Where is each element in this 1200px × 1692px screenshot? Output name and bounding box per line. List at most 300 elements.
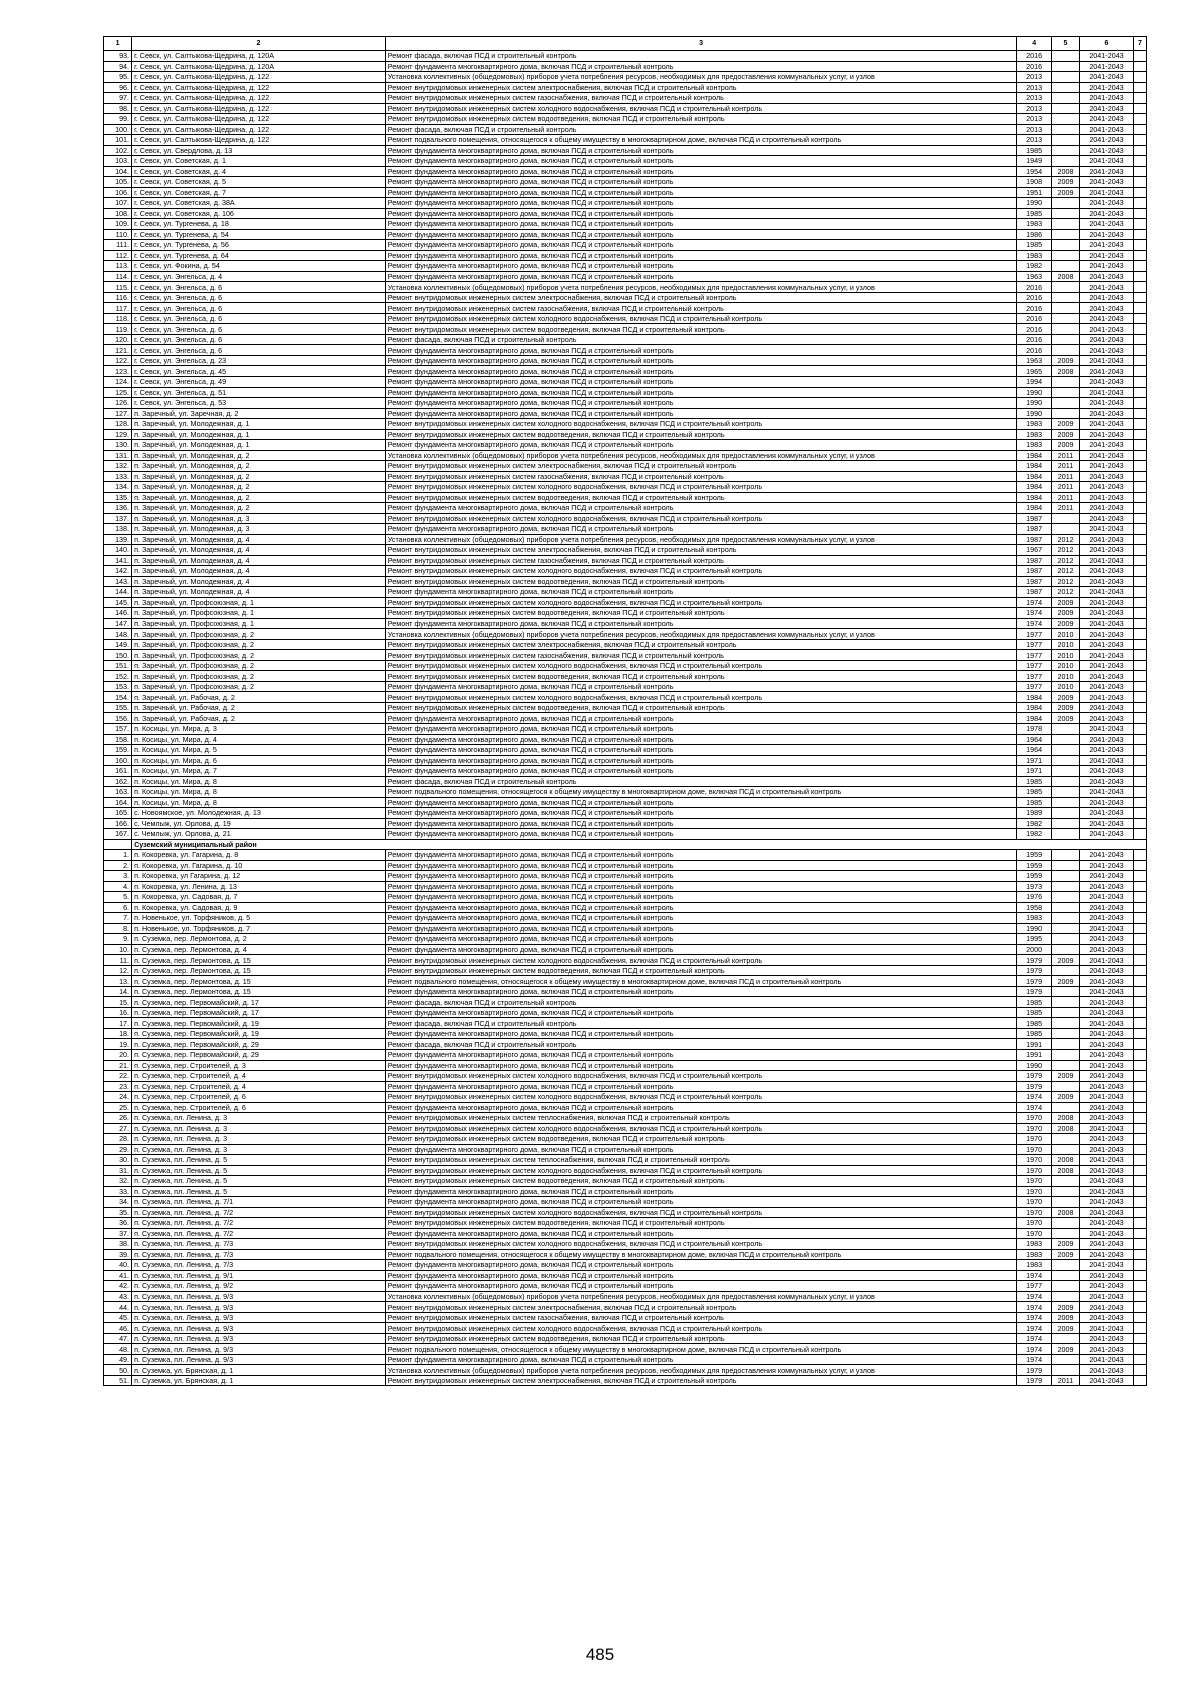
row-number-cell: 114. [104, 271, 132, 282]
build-year-cell: 1978 [1017, 724, 1052, 735]
row-number-cell: 108. [104, 208, 132, 219]
planned-period-cell: 2041-2043 [1080, 461, 1134, 472]
table-row [104, 1081, 1147, 1092]
last-repair-year-cell [1051, 1049, 1079, 1060]
build-year-cell: 1994 [1017, 376, 1052, 387]
address-cell: п. Заречный, ул. Молодежная, д. 4 [132, 534, 386, 545]
build-year-cell: 2016 [1017, 313, 1052, 324]
extra-cell [1134, 82, 1147, 93]
address-cell: г. Севск, ул. Салтыкова-Щедрина, д. 122 [132, 124, 386, 135]
row-number-cell: 41. [104, 1270, 132, 1281]
last-repair-year-cell: 2011 [1051, 492, 1079, 503]
row-number-cell: 48. [104, 1344, 132, 1355]
extra-cell [1134, 934, 1147, 945]
last-repair-year-cell [1051, 892, 1079, 903]
extra-cell [1134, 503, 1147, 514]
table-row [104, 1134, 1147, 1145]
address-cell: с. Новоямское, ул. Молодежная, д. 13 [132, 808, 386, 819]
extra-cell [1134, 1071, 1147, 1082]
extra-cell [1134, 1344, 1147, 1355]
planned-period-cell: 2041-2043 [1080, 366, 1134, 377]
row-number-cell: 43. [104, 1291, 132, 1302]
planned-period-cell: 2041-2043 [1080, 82, 1134, 93]
table-row [104, 555, 1147, 566]
address-cell: п. Заречный, ул. Профсоюзная, д. 2 [132, 650, 386, 661]
last-repair-year-cell: 2011 [1051, 450, 1079, 461]
planned-period-cell: 2041-2043 [1080, 324, 1134, 335]
last-repair-year-cell [1051, 61, 1079, 72]
row-number-cell: 37. [104, 1228, 132, 1239]
planned-period-cell: 2041-2043 [1080, 629, 1134, 640]
row-number-cell: 145. [104, 597, 132, 608]
extra-cell [1134, 650, 1147, 661]
build-year-cell: 1977 [1017, 629, 1052, 640]
table-row [104, 745, 1147, 756]
planned-period-cell: 2041-2043 [1080, 72, 1134, 83]
last-repair-year-cell [1051, 1218, 1079, 1229]
last-repair-year-cell [1051, 82, 1079, 93]
work-type-cell: Ремонт фундамента многоквартирного дома, включая ПСД и строительный контроль [385, 61, 1017, 72]
last-repair-year-cell: 2009 [1051, 1344, 1079, 1355]
extra-cell [1134, 229, 1147, 240]
extra-cell [1134, 1354, 1147, 1365]
last-repair-year-cell: 2011 [1051, 471, 1079, 482]
row-number-cell: 131. [104, 450, 132, 461]
work-type-cell: Ремонт фундамента многоквартирного дома, включая ПСД и строительный контроль [385, 871, 1017, 882]
table-row [104, 461, 1147, 472]
table-row [104, 681, 1147, 692]
planned-period-cell: 2041-2043 [1080, 702, 1134, 713]
row-number-cell: 165. [104, 808, 132, 819]
last-repair-year-cell [1051, 881, 1079, 892]
planned-period-cell: 2041-2043 [1080, 177, 1134, 188]
extra-cell [1134, 660, 1147, 671]
work-type-cell: Ремонт внутридомовых инженерных систем водоотведения, включая ПСД и строительный контроль [385, 1333, 1017, 1344]
last-repair-year-cell [1051, 292, 1079, 303]
last-repair-year-cell [1051, 93, 1079, 104]
row-number-cell: 102. [104, 145, 132, 156]
address-cell: п. Суземка, пер. Строителей, д. 3 [132, 1060, 386, 1071]
last-repair-year-cell [1051, 72, 1079, 83]
row-number-cell: 44. [104, 1302, 132, 1313]
work-type-cell: Ремонт фундамента многоквартирного дома, включая ПСД и строительный контроль [385, 440, 1017, 451]
section-empty-cell [104, 839, 132, 850]
table-row [104, 787, 1147, 798]
row-number-cell: 94. [104, 61, 132, 72]
table-row [104, 261, 1147, 272]
address-cell: г. Севск, ул. Тургенева, д. 18 [132, 219, 386, 230]
extra-cell [1134, 387, 1147, 398]
planned-period-cell: 2041-2043 [1080, 1344, 1134, 1355]
address-cell: п. Заречный, ул. Молодежная, д. 2 [132, 482, 386, 493]
build-year-cell: 1979 [1017, 955, 1052, 966]
extra-cell [1134, 250, 1147, 261]
build-year-cell: 1949 [1017, 156, 1052, 167]
build-year-cell: 1965 [1017, 366, 1052, 377]
work-type-cell: Ремонт внутридомовых инженерных систем водоотведения, включая ПСД и строительный контроль [385, 324, 1017, 335]
planned-period-cell: 2041-2043 [1080, 944, 1134, 955]
build-year-cell: 1984 [1017, 713, 1052, 724]
extra-cell [1134, 240, 1147, 251]
table-row [104, 1291, 1147, 1302]
extra-cell [1134, 734, 1147, 745]
table-row [104, 1218, 1147, 1229]
table-row [104, 829, 1147, 840]
planned-period-cell: 2041-2043 [1080, 398, 1134, 409]
build-year-cell: 1979 [1017, 965, 1052, 976]
work-type-cell: Ремонт внутридомовых инженерных систем холодного водоснабжения, включая ПСД и строительный контроль [385, 566, 1017, 577]
build-year-cell: 1970 [1017, 1207, 1052, 1218]
build-year-cell: 1985 [1017, 208, 1052, 219]
row-number-cell: 133. [104, 471, 132, 482]
table-row [104, 177, 1147, 188]
build-year-cell: 1970 [1017, 1155, 1052, 1166]
planned-period-cell: 2041-2043 [1080, 240, 1134, 251]
build-year-cell: 1983 [1017, 219, 1052, 230]
work-type-cell: Ремонт фундамента многоквартирного дома, включая ПСД и строительный контроль [385, 219, 1017, 230]
extra-cell [1134, 566, 1147, 577]
work-type-cell: Ремонт внутридомовых инженерных систем холодного водоснабжения, включая ПСД и строительный контроль [385, 482, 1017, 493]
extra-cell [1134, 324, 1147, 335]
address-cell: п. Заречный, ул. Молодежная, д. 3 [132, 513, 386, 524]
address-cell: п. Заречный, ул. Молодежная, д. 2 [132, 503, 386, 514]
extra-cell [1134, 366, 1147, 377]
extra-cell [1134, 292, 1147, 303]
row-number-cell: 98. [104, 103, 132, 114]
table-row [104, 282, 1147, 293]
row-number-cell: 140. [104, 545, 132, 556]
last-repair-year-cell: 2009 [1051, 955, 1079, 966]
build-year-cell: 2000 [1017, 944, 1052, 955]
build-year-cell: 2016 [1017, 61, 1052, 72]
build-year-cell: 1984 [1017, 503, 1052, 514]
extra-cell [1134, 1270, 1147, 1281]
extra-cell [1134, 997, 1147, 1008]
table-row [104, 986, 1147, 997]
planned-period-cell: 2041-2043 [1080, 261, 1134, 272]
planned-period-cell: 2041-2043 [1080, 250, 1134, 261]
address-cell: п. Заречный, ул. Профсоюзная, д. 2 [132, 681, 386, 692]
build-year-cell: 1970 [1017, 1176, 1052, 1187]
table-row [104, 376, 1147, 387]
last-repair-year-cell [1051, 324, 1079, 335]
build-year-cell: 2016 [1017, 303, 1052, 314]
table-row [104, 313, 1147, 324]
row-number-cell: 104. [104, 166, 132, 177]
build-year-cell: 1979 [1017, 1375, 1052, 1386]
planned-period-cell: 2041-2043 [1080, 1049, 1134, 1060]
work-type-cell: Ремонт фундамента многоквартирного дома, включая ПСД и строительный контроль [385, 1007, 1017, 1018]
build-year-cell: 1990 [1017, 1060, 1052, 1071]
work-type-cell: Ремонт внутридомовых инженерных систем холодного водоснабжения, включая ПСД и строительный контроль [385, 1207, 1017, 1218]
work-type-cell: Ремонт фундамента многоквартирного дома, включая ПСД и строительный контроль [385, 986, 1017, 997]
table-row [104, 1007, 1147, 1018]
last-repair-year-cell: 2010 [1051, 629, 1079, 640]
build-year-cell: 1977 [1017, 650, 1052, 661]
address-cell: г. Севск, ул. Энгельса, д. 45 [132, 366, 386, 377]
row-number-cell: 8. [104, 923, 132, 934]
planned-period-cell: 2041-2043 [1080, 1218, 1134, 1229]
build-year-cell: 1977 [1017, 671, 1052, 682]
table-row [104, 471, 1147, 482]
build-year-cell: 2013 [1017, 114, 1052, 125]
work-type-cell: Ремонт фасада, включая ПСД и строительный контроль [385, 1018, 1017, 1029]
extra-cell [1134, 1260, 1147, 1271]
planned-period-cell: 2041-2043 [1080, 1197, 1134, 1208]
work-type-cell: Ремонт внутридомовых инженерных систем водоотведения, включая ПСД и строительный контроль [385, 965, 1017, 976]
build-year-cell: 2016 [1017, 292, 1052, 303]
table-row [104, 345, 1147, 356]
last-repair-year-cell: 2009 [1051, 713, 1079, 724]
address-cell: г. Севск, ул. Советская, д. 4 [132, 166, 386, 177]
table-row [104, 850, 1147, 861]
build-year-cell: 1959 [1017, 871, 1052, 882]
last-repair-year-cell: 2008 [1051, 1123, 1079, 1134]
row-number-cell: 19. [104, 1039, 132, 1050]
row-number-cell: 143. [104, 576, 132, 587]
work-type-cell: Ремонт фундамента многоквартирного дома, включая ПСД и строительный контроль [385, 1081, 1017, 1092]
address-cell: п. Заречный, ул. Профсоюзная, д. 2 [132, 629, 386, 640]
build-year-cell: 1970 [1017, 1134, 1052, 1145]
address-cell: п. Кокоревка, ул. Садовая, д. 7 [132, 892, 386, 903]
extra-cell [1134, 892, 1147, 903]
last-repair-year-cell: 2010 [1051, 650, 1079, 661]
planned-period-cell: 2041-2043 [1080, 1323, 1134, 1334]
table-row [104, 482, 1147, 493]
extra-cell [1134, 166, 1147, 177]
work-type-cell: Установка коллективных (общедомовых) приборов учета потребления ресурсов, необходимых для предоставления коммунальных услуг, и узлов [385, 450, 1017, 461]
column-number-4: 4 [1017, 37, 1052, 51]
row-number-cell: 119. [104, 324, 132, 335]
build-year-cell: 1974 [1017, 1102, 1052, 1113]
row-number-cell: 6. [104, 902, 132, 913]
last-repair-year-cell: 2011 [1051, 1375, 1079, 1386]
build-year-cell: 1989 [1017, 808, 1052, 819]
extra-cell [1134, 986, 1147, 997]
address-cell: г. Севск, ул. Энгельса, д. 6 [132, 292, 386, 303]
extra-cell [1134, 776, 1147, 787]
table-row [104, 902, 1147, 913]
last-repair-year-cell: 2010 [1051, 681, 1079, 692]
build-year-cell: 1987 [1017, 524, 1052, 535]
planned-period-cell: 2041-2043 [1080, 555, 1134, 566]
last-repair-year-cell [1051, 923, 1079, 934]
last-repair-year-cell [1051, 387, 1079, 398]
address-cell: п. Суземка, пл. Ленина, д. 3 [132, 1123, 386, 1134]
address-cell: п. Суземка, ул. Брянская, д. 1 [132, 1375, 386, 1386]
build-year-cell: 1979 [1017, 976, 1052, 987]
table-row [104, 240, 1147, 251]
build-year-cell: 2013 [1017, 93, 1052, 104]
planned-period-cell: 2041-2043 [1080, 808, 1134, 819]
row-number-cell: 10. [104, 944, 132, 955]
planned-period-cell: 2041-2043 [1080, 1092, 1134, 1103]
row-number-cell: 42. [104, 1281, 132, 1292]
table-row [104, 1186, 1147, 1197]
table-row [104, 1260, 1147, 1271]
build-year-cell: 1970 [1017, 1186, 1052, 1197]
table-row [104, 1302, 1147, 1313]
table-row [104, 135, 1147, 146]
column-number-3: 3 [385, 37, 1017, 51]
extra-cell [1134, 156, 1147, 167]
last-repair-year-cell: 2009 [1051, 608, 1079, 619]
last-repair-year-cell [1051, 944, 1079, 955]
planned-period-cell: 2041-2043 [1080, 618, 1134, 629]
address-cell: п. Косицы, ул. Мира, д. 4 [132, 734, 386, 745]
planned-period-cell: 2041-2043 [1080, 1228, 1134, 1239]
planned-period-cell: 2041-2043 [1080, 545, 1134, 556]
table-row [104, 934, 1147, 945]
work-type-cell: Ремонт фасада, включая ПСД и строительный контроль [385, 334, 1017, 345]
last-repair-year-cell [1051, 1228, 1079, 1239]
planned-period-cell: 2041-2043 [1080, 187, 1134, 198]
work-type-cell: Ремонт фундамента многоквартирного дома, включая ПСД и строительный контроль [385, 240, 1017, 251]
work-type-cell: Ремонт фундамента многоквартирного дома, включая ПСД и строительный контроль [385, 156, 1017, 167]
address-cell: г. Севск, ул. Салтыкова-Щедрина, д. 120А [132, 51, 386, 62]
work-type-cell: Ремонт фундамента многоквартирного дома, включая ПСД и строительный контроль [385, 177, 1017, 188]
work-type-cell: Ремонт фундамента многоквартирного дома, включая ПСД и строительный контроль [385, 355, 1017, 366]
work-type-cell: Ремонт фундамента многоквартирного дома, включая ПСД и строительный контроль [385, 808, 1017, 819]
build-year-cell: 1974 [1017, 1333, 1052, 1344]
address-cell: п. Суземка, пл. Ленина, д. 9/3 [132, 1333, 386, 1344]
table-row [104, 1123, 1147, 1134]
extra-cell [1134, 913, 1147, 924]
address-cell: г. Севск, ул. Советская, д. 106 [132, 208, 386, 219]
address-cell: п. Косицы, ул. Мира, д. 8 [132, 797, 386, 808]
extra-cell [1134, 513, 1147, 524]
planned-period-cell: 2041-2043 [1080, 923, 1134, 934]
work-type-cell: Ремонт фундамента многоквартирного дома, включая ПСД и строительный контроль [385, 187, 1017, 198]
work-type-cell: Установка коллективных (общедомовых) приборов учета потребления ресурсов, необходимых для предоставления коммунальных услуг, и узлов [385, 72, 1017, 83]
extra-cell [1134, 860, 1147, 871]
last-repair-year-cell [1051, 261, 1079, 272]
build-year-cell: 1977 [1017, 1281, 1052, 1292]
build-year-cell: 1974 [1017, 618, 1052, 629]
row-number-cell: 149. [104, 639, 132, 650]
build-year-cell: 1987 [1017, 555, 1052, 566]
build-year-cell: 1984 [1017, 482, 1052, 493]
last-repair-year-cell [1051, 871, 1079, 882]
last-repair-year-cell [1051, 513, 1079, 524]
extra-cell [1134, 1281, 1147, 1292]
planned-period-cell: 2041-2043 [1080, 608, 1134, 619]
extra-cell [1134, 187, 1147, 198]
extra-cell [1134, 303, 1147, 314]
work-type-cell: Ремонт фундамента многоквартирного дома, включая ПСД и строительный контроль [385, 1102, 1017, 1113]
planned-period-cell: 2041-2043 [1080, 1018, 1134, 1029]
address-cell: п. Суземка, пл. Ленина, д. 9/1 [132, 1270, 386, 1281]
address-cell: п. Заречный, ул. Рабочая, д. 2 [132, 702, 386, 713]
extra-cell [1134, 461, 1147, 472]
build-year-cell: 1986 [1017, 229, 1052, 240]
extra-cell [1134, 713, 1147, 724]
work-type-cell: Ремонт внутридомовых инженерных систем холодного водоснабжения, включая ПСД и строительный контроль [385, 513, 1017, 524]
table-row [104, 419, 1147, 430]
planned-period-cell: 2041-2043 [1080, 724, 1134, 735]
last-repair-year-cell [1051, 787, 1079, 798]
last-repair-year-cell [1051, 313, 1079, 324]
table-row [104, 1144, 1147, 1155]
planned-period-cell: 2041-2043 [1080, 1312, 1134, 1323]
build-year-cell: 1971 [1017, 766, 1052, 777]
address-cell: п. Кокоревка, ул. Гагарина, д. 10 [132, 860, 386, 871]
row-number-cell: 113. [104, 261, 132, 272]
build-year-cell: 2016 [1017, 324, 1052, 335]
work-type-cell: Ремонт фундамента многоквартирного дома, включая ПСД и строительный контроль [385, 1281, 1017, 1292]
extra-cell [1134, 965, 1147, 976]
row-number-cell: 100. [104, 124, 132, 135]
planned-period-cell: 2041-2043 [1080, 419, 1134, 430]
last-repair-year-cell [1051, 818, 1079, 829]
address-cell: п. Заречный, ул. Молодежная, д. 4 [132, 566, 386, 577]
address-cell: п. Заречный, ул. Молодежная, д. 4 [132, 576, 386, 587]
work-type-cell: Ремонт подвального помещения, относящегося к общему имуществу в многоквартирном доме, включая ПСД и строительный контроль [385, 787, 1017, 798]
build-year-cell: 2013 [1017, 103, 1052, 114]
extra-cell [1134, 419, 1147, 430]
build-year-cell: 1974 [1017, 1270, 1052, 1281]
extra-cell [1134, 524, 1147, 535]
extra-cell [1134, 198, 1147, 209]
row-number-cell: 142. [104, 566, 132, 577]
extra-cell [1134, 1081, 1147, 1092]
build-year-cell: 1970 [1017, 1165, 1052, 1176]
work-type-cell: Ремонт фундамента многоквартирного дома, включая ПСД и строительный контроль [385, 818, 1017, 829]
extra-cell [1134, 398, 1147, 409]
build-year-cell: 1974 [1017, 1302, 1052, 1313]
planned-period-cell: 2041-2043 [1080, 902, 1134, 913]
row-number-cell: 30. [104, 1155, 132, 1166]
planned-period-cell: 2041-2043 [1080, 513, 1134, 524]
extra-cell [1134, 145, 1147, 156]
table-row [104, 250, 1147, 261]
address-cell: п. Суземка, пл. Ленина, д. 9/3 [132, 1291, 386, 1302]
planned-period-cell: 2041-2043 [1080, 997, 1134, 1008]
address-cell: п. Суземка, пл. Ленина, д. 3 [132, 1134, 386, 1145]
table-row [104, 1344, 1147, 1355]
build-year-cell: 1971 [1017, 755, 1052, 766]
extra-cell [1134, 1375, 1147, 1386]
row-number-cell: 9. [104, 934, 132, 945]
row-number-cell: 129. [104, 429, 132, 440]
table-row [104, 1060, 1147, 1071]
table-row [104, 492, 1147, 503]
address-cell: п. Косицы, ул. Мира, д. 5 [132, 745, 386, 756]
row-number-cell: 134. [104, 482, 132, 493]
build-year-cell: 1970 [1017, 1113, 1052, 1124]
planned-period-cell: 2041-2043 [1080, 408, 1134, 419]
extra-cell [1134, 692, 1147, 703]
extra-cell [1134, 671, 1147, 682]
row-number-cell: 123. [104, 366, 132, 377]
work-type-cell: Ремонт внутридомовых инженерных систем теплоснабжения, включая ПСД и строительный контроль [385, 1155, 1017, 1166]
last-repair-year-cell [1051, 1039, 1079, 1050]
last-repair-year-cell [1051, 734, 1079, 745]
row-number-cell: 154. [104, 692, 132, 703]
last-repair-year-cell [1051, 250, 1079, 261]
extra-cell [1134, 881, 1147, 892]
table-row [104, 608, 1147, 619]
work-type-cell: Ремонт внутридомовых инженерных систем водоотведения, включая ПСД и строительный контроль [385, 608, 1017, 619]
planned-period-cell: 2041-2043 [1080, 376, 1134, 387]
address-cell: п. Суземка, пер. Первомайский, д. 29 [132, 1049, 386, 1060]
extra-cell [1134, 1207, 1147, 1218]
table-row [104, 440, 1147, 451]
work-type-cell: Ремонт фундамента многоквартирного дома, включая ПСД и строительный контроль [385, 345, 1017, 356]
work-type-cell: Ремонт фасада, включая ПСД и строительный контроль [385, 997, 1017, 1008]
last-repair-year-cell: 2009 [1051, 1312, 1079, 1323]
work-type-cell: Ремонт внутридомовых инженерных систем водоотведения, включая ПСД и строительный контроль [385, 1218, 1017, 1229]
